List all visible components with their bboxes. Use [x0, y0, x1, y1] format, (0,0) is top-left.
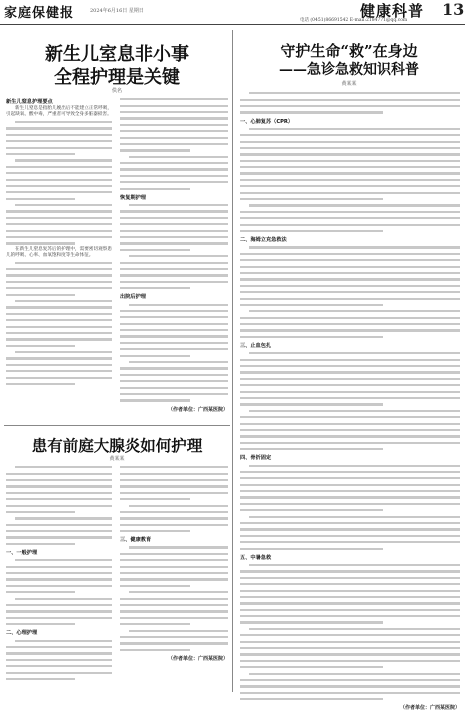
article2-text-block — [6, 464, 112, 547]
article1-paragraph: 新生儿窒息是指胎儿娩出后不能建立正常呼吸，引起缺氧、酸中毒，严重者可导致全身多脏器损害。 — [6, 106, 112, 118]
article1-text-block — [6, 119, 112, 247]
article3-text-block — [240, 462, 460, 551]
article3-subheading: 一、心肺复苏（CPR） — [240, 118, 294, 125]
article1-title-line1: 新生儿室息非小事 — [45, 44, 189, 65]
article1-subheading: 恢复期护理 — [120, 194, 146, 201]
article1-col-right — [120, 96, 228, 421]
article1-text-block — [120, 96, 228, 192]
article1-text-block — [120, 202, 228, 291]
article3-text-block — [240, 126, 460, 235]
issue-date: 2024年6月16日 星期日 — [90, 8, 144, 14]
article1-author: 佚名 — [111, 88, 122, 94]
article1-paragraph: 在新生儿窒息复苏后的护理中，需要密切观察患儿的呼吸、心率、血氧饱和度等生命体征。 — [6, 246, 112, 259]
article1-text-block — [120, 301, 228, 403]
article1-credit: （作者单位：广西某医院） — [167, 406, 228, 413]
article3-text-block — [240, 562, 460, 703]
article1-text-block — [6, 259, 112, 387]
article2-author: 黄某某 — [109, 456, 125, 462]
article2-text-block — [6, 637, 112, 682]
article3-credit: （作者单位：广西某医院） — [399, 705, 460, 711]
article2-col-right — [120, 464, 228, 690]
article3-text-block — [240, 350, 460, 452]
article3-author: 黄某某 — [341, 81, 357, 87]
article1-subheading: 新生儿窒息护理要点 — [6, 99, 53, 105]
article2-text-block — [6, 557, 112, 627]
column-separator — [232, 30, 233, 692]
article2-subheading: 一、一般护理 — [6, 550, 38, 557]
article3-subheading: 三、止血包扎 — [240, 343, 272, 350]
article3-text-block — [240, 90, 460, 116]
article3-subheading: 四、骨折固定 — [240, 455, 272, 462]
article1-col-left — [6, 96, 112, 421]
article3-subheading: 二、海姆立克急救法 — [240, 237, 287, 244]
article2-col-left — [6, 464, 112, 690]
article3-subheading: 五、中暑急救 — [240, 554, 272, 561]
article3-title-line2: ——急诊急救知识科普 — [279, 62, 419, 78]
article1-subheading: 出院后护理 — [120, 294, 146, 301]
article3-col — [240, 90, 460, 711]
section-separator — [4, 425, 230, 426]
article3-text-block — [240, 244, 460, 340]
article2-subheading: 三、健康教育 — [120, 537, 152, 544]
article2-text-block — [120, 464, 228, 534]
hotline: 电话 (0451)86691542 E-mail:2184771@qq.com — [300, 18, 408, 23]
section-right-title: 健康科普 — [360, 2, 425, 20]
article3-title-line1: 守护生命“救”在身边 — [280, 42, 418, 60]
article2-text-block — [120, 544, 228, 653]
article2-title: 患有前庭大腺炎如何护理 — [31, 436, 203, 455]
page-number: 13 — [442, 0, 465, 19]
section-left-title: 家庭保健报 — [4, 6, 75, 21]
article2-subheading: 二、心理护理 — [6, 630, 38, 637]
article2-credit: （作者单位：广西某医院） — [167, 655, 228, 662]
article1-title-line2: 全程护理是关键 — [54, 67, 180, 88]
page-header — [0, 0, 465, 25]
